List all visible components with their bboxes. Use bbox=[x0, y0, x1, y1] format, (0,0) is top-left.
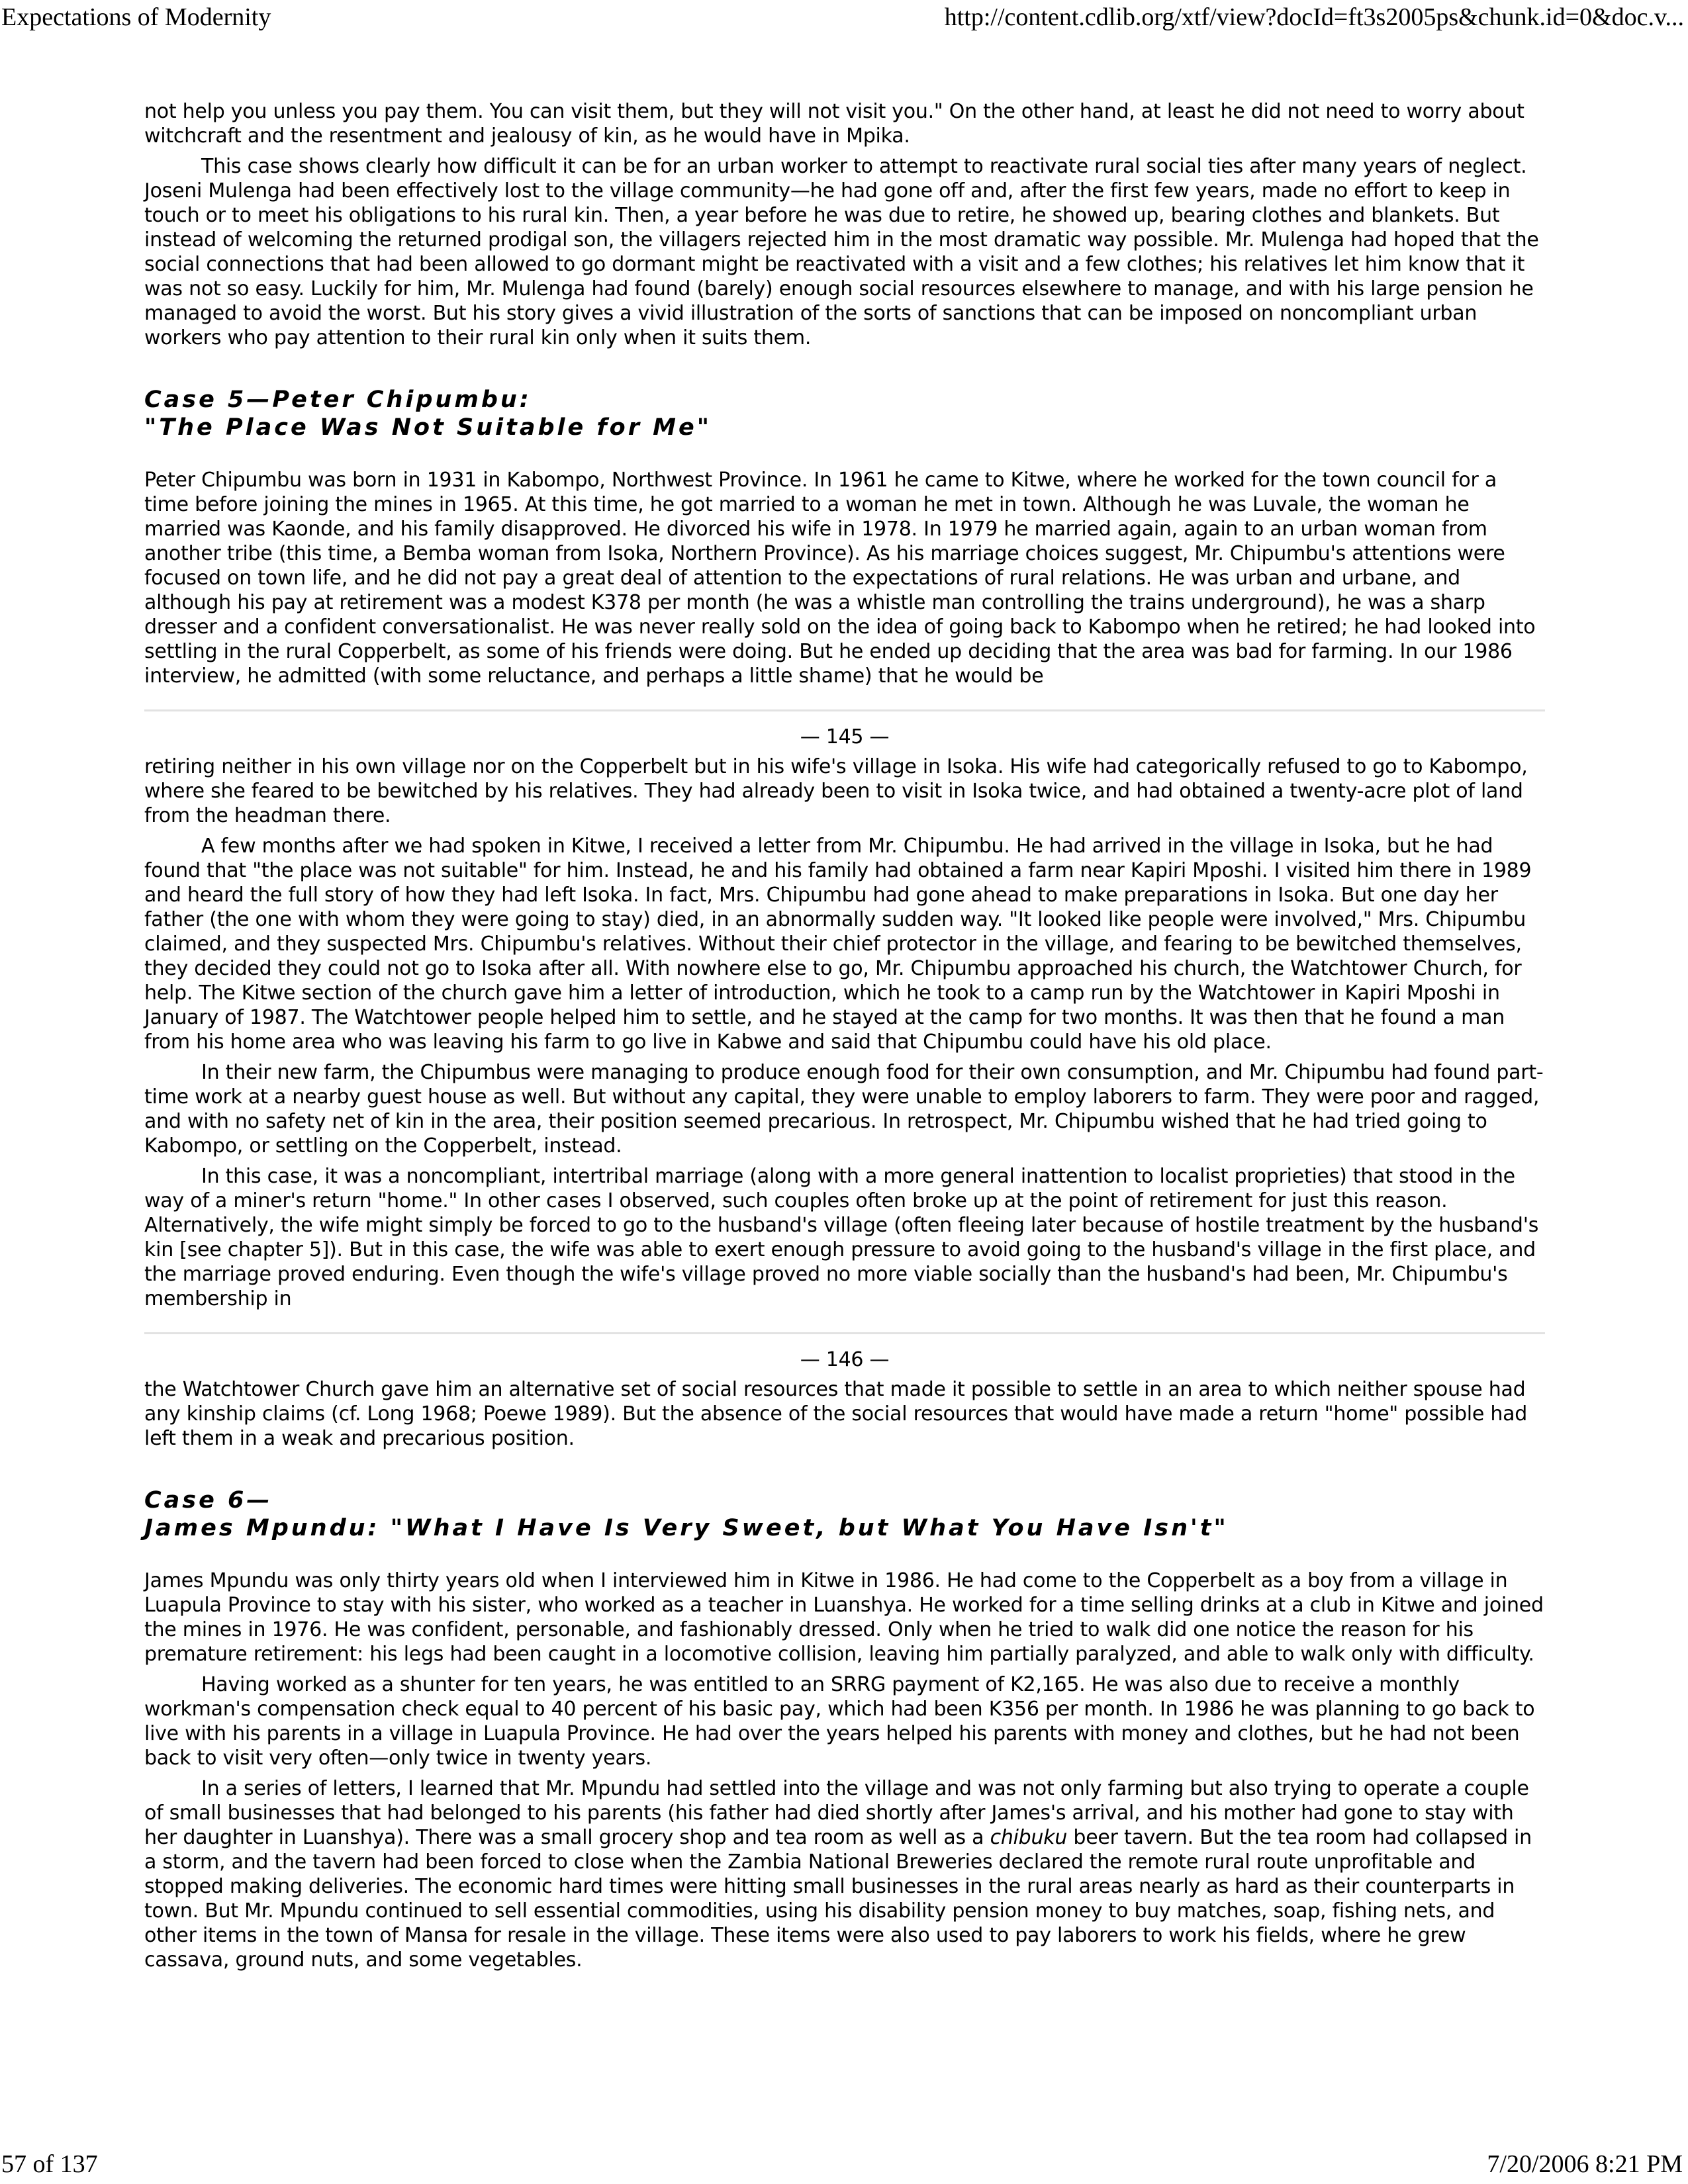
page-number-146: — 146 — bbox=[800, 1348, 890, 1371]
paragraph: retiring neither in his own village nor on the Copperbelt but in his wife's village in Isoka. His wife had categorically refused to go to Kabompo, where she feared to be bewitched by his relatives. They had already been to visit in Isoka twice, and had obtained a twenty-acre plot of land from the headman there. bbox=[144, 755, 1528, 827]
paragraph-text: beer tavern. But the tea room had collapsed in a storm, and the tavern had been forced to close when the Zambia National Breweries declared the remote rural route unprofitable and stopped making deliveries. The economic hard times were hitting small businesses in the rural areas nearly as hard as their counterparts in town. But Mr. Mpundu continued to sell essential commodities, using his disability pension money to buy matches, soap, fishing nets, and other items in the town of Mansa for resale in the village. These items were also used to pay laborers to work his fields, where he grew cassava, ground nuts, and some vegetables. bbox=[144, 1826, 1532, 1972]
paragraph: Having worked as a shunter for ten years, he was entitled to an SRRG payment of K2,165. He was also due to receive a monthly workman's compensation check equal to 40 percent of his basic pay, which had been K356 per month. In 1986 he was planning to go back to live with his parents in a village in Luapula Province. He had over the years helped his parents with money and clothes, but he had not been back to visit very often—only twice in twenty years. bbox=[144, 1673, 1535, 1770]
page-number-145: — 145 — bbox=[800, 725, 890, 749]
case-6-heading bbox=[144, 1486, 1545, 1542]
document-title: Expectations of Modernity bbox=[1, 3, 271, 31]
paragraph: In their new farm, the Chipumbus were managing to produce enough food for their own consumption, and Mr. Chipumbu had found part-time work at a nearby guest house as well. But without any capital, they were unable to employ laborers to farm. They were poor and ragged, and with no safety net of kin in the area, their position seemed precarious. In retrospect, Mr. Chipumbu wished that he had tried going to Kabompo, or settling on the Copperbelt, instead. bbox=[144, 1061, 1544, 1158]
case-5-heading-line-1: Case 5—Peter Chipumbu: bbox=[144, 387, 532, 413]
document-url[interactable]: http://content.cdlib.org/xtf/view?docId=ft3s2005ps&chunk.id=0&doc.v... bbox=[944, 3, 1684, 31]
paragraph: Peter Chipumbu was born in 1931 in Kabompo, Northwest Province. In 1961 he came to Kitwe, where he worked for the town council for a time before joining the mines in 1965. At this time, he got married to a woman he met in town. Although he was Luvale, the woman he married was Kaonde, and his family disapproved. He divorced his wife in 1978. In 1979 he married again, again to an urban woman from another tribe (this time, a Bemba woman from Isoka, Northern Province). As his marriage choices suggest, Mr. Chipumbu's attentions were focused on town life, and he did not pay a great deal of attention to the expectations of rural relations. He was urban and urbane, and although his pay at retirement was a modest K378 per month (he was a whistle man controlling the trains underground), he was a sharp dresser and a confident conversationalist. He was never really sold on the idea of going back to Kabompo when he retired; he had looked into settling in the rural Copperbelt, as some of his friends were doing. But he ended up deciding that the area was bad for farming. In our 1986 interview, he admitted (with some reluctance, and perhaps a little shame) that he would be bbox=[144, 469, 1536, 688]
page-break-divider bbox=[144, 1332, 1545, 1334]
case-6-heading-line-1: Case 6— bbox=[144, 1487, 273, 1514]
page-counter: 57 of 137 bbox=[1, 2150, 98, 2178]
paragraph: A few months after we had spoken in Kitwe, I received a letter from Mr. Chipumbu. He had arrived in the village in Isoka, but he had found that "the place was not suitable" for him. Instead, he and his family had obtained a farm near Kapiri Mposhi. I visited him there in 1989 and heard the full story of how they had left Isoka. In fact, Mrs. Chipumbu had gone ahead to make preparations in Isoka. But one day her father (the one with whom they were going to stay) died, in an abnormally sudden way. "It looked like people were involved," Mrs. Chipumbu claimed, and they suspected Mrs. Chipumbu's relatives. Without their chief protector in the village, and fearing to be bewitched themselves, they decided they could not go to Isoka after all. With nowhere else to go, Mr. Chipumbu approached his church, the Watchtower Church, for help. The Kitwe section of the church gave him a letter of introduction, which he took to a camp run by the Watchtower in Kapiri Mposhi in January of 1987. The Watchtower people helped him to settle, and he stayed at the camp for two months. It was then that he found a man from his home area who was leaving his farm to go live in Kabwe and said that Chipumbu could have his old place. bbox=[144, 835, 1532, 1054]
case-5-heading bbox=[144, 386, 1545, 441]
case-5-heading-line-2: "The Place Was Not Suitable for Me" bbox=[144, 414, 712, 441]
paragraph: This case shows clearly how difficult it can be for an urban worker to attempt to reactivate rural social ties after many years of neglect. Joseni Mulenga had been effectively lost to the village community—he had gone off and, after the first few years, made no effort to keep in touch or to meet his obligations to his rural kin. Then, a year before he was due to retire, he showed up, bearing clothes and blankets. But instead of welcoming the returned prodigal son, the villagers rejected him in the most dramatic way possible. Mr. Mulenga had hoped that the social connections that had been allowed to go dormant might be reactivated with a visit and a few clothes; his relatives let him know that it was not so easy. Luckily for him, Mr. Mulenga had found (barely) enough social resources elsewhere to manage, and with his large pension he managed to avoid the worst. But his story gives a vivid illustration of the sorts of sanctions that can be imposed on noncompliant urban workers who pay attention to their rural kin only when it suits them. bbox=[144, 155, 1539, 349]
paragraph: not help you unless you pay them. You can visit them, but they will not visit you." On the other hand, at least he did not need to worry about witchcraft and the resentment and jealousy of kin, as he would have in Mpika. bbox=[144, 100, 1524, 148]
case-6-heading-line-2: James Mpundu: "What I Have Is Very Sweet, but What You Have Isn't" bbox=[144, 1515, 1229, 1541]
document-body bbox=[144, 99, 1545, 1978]
print-timestamp: 7/20/2006 8:21 PM bbox=[1487, 2150, 1683, 2178]
emphasized-term: chibuku bbox=[990, 1826, 1068, 1849]
print-footer bbox=[0, 2147, 1688, 2184]
paragraph-text: In a series of letters, I learned that Mr. Mpundu had settled into the village and was not only farming but also trying to operate a couple of small businesses that had belonged to his parents (his father had died shortly after James's arrival, and his mother had gone to stay with her daughter in Luanshya). There was a small grocery shop and tea room as well as a bbox=[144, 1777, 1529, 1849]
paragraph: the Watchtower Church gave him an alternative set of social resources that made it possible to settle in an area to which neither spouse had any kinship claims (cf. Long 1968; Poewe 1989). But the absence of the social resources that would have made a return "home" possible had left them in a weak and precarious position. bbox=[144, 1378, 1528, 1450]
print-header bbox=[0, 0, 1688, 37]
paragraph: James Mpundu was only thirty years old when I interviewed him in Kitwe in 1986. He had come to the Copperbelt as a boy from a village in Luapula Province to stay with his sister, who worked as a teacher in Luanshya. He worked for a time selling drinks at a club in Kitwe and joined the mines in 1976. He was confident, personable, and fashionably dressed. Only when he tried to walk did one notice the reason for his premature retirement: his legs had been caught in a locomotive collision, leaving him partially paralyzed, and able to walk only with difficulty. bbox=[144, 1569, 1544, 1666]
page-break-divider bbox=[144, 709, 1545, 711]
paragraph bbox=[144, 1776, 1545, 1972]
paragraph: In this case, it was a noncompliant, intertribal marriage (along with a more general inattention to localist proprieties) that stood in the way of a miner's return "home." In other cases I observed, such couples often broke up at the point of retirement for just this reason. Alternatively, the wife might simply be forced to go to the husband's village (often fleeing later because of hostile treatment by the husband's kin [see chapter 5]). But in this case, the wife was able to exert enough pressure to avoid going to the husband's village in the first place, and the marriage proved enduring. Even though the wife's village proved no more viable socially than the husband's had been, Mr. Chipumbu's membership in bbox=[144, 1165, 1539, 1310]
